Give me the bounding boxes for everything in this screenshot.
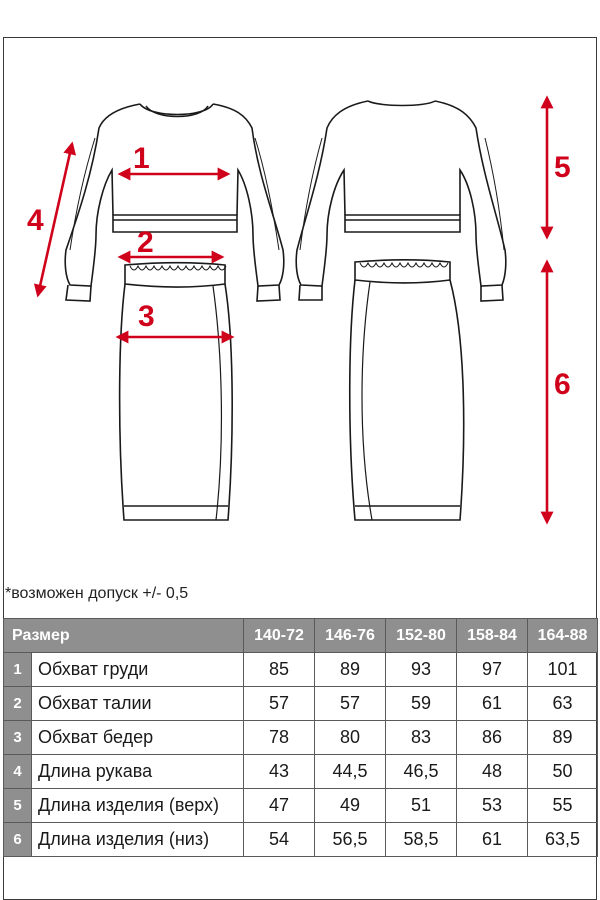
measurement-arrows [38,98,547,522]
size-column-header: 164-88 [528,619,598,653]
measurement-value: 89 [528,721,598,755]
measurement-value: 83 [386,721,457,755]
measurement-value: 63,5 [528,823,598,857]
row-number: 6 [4,823,32,857]
size-table-header [4,619,598,653]
measurement-value: 97 [457,653,528,687]
measurement-value: 85 [244,653,315,687]
back-sweatshirt-sketch [296,101,506,301]
size-header-label: Размер [4,619,244,653]
measurement-value: 89 [315,653,386,687]
measurement-labels [27,142,571,401]
measurement-value: 78 [244,721,315,755]
measure-label-4: 4 [27,204,44,237]
measurement-value: 86 [457,721,528,755]
measurement-name: Длина изделия (низ) [32,823,244,857]
row-number: 4 [4,755,32,789]
measurement-name: Длина изделия (верх) [32,789,244,823]
measurement-value: 50 [528,755,598,789]
table-row [4,687,598,721]
measurement-value: 93 [386,653,457,687]
size-column-header: 146-76 [315,619,386,653]
measurement-value: 55 [528,789,598,823]
row-number: 5 [4,789,32,823]
measurement-value: 59 [386,687,457,721]
front-sweatshirt-sketch [65,104,284,301]
measurement-value: 57 [244,687,315,721]
row-number: 2 [4,687,32,721]
size-table [3,618,598,857]
table-row [4,721,598,755]
size-column-header: 140-72 [244,619,315,653]
measurement-name: Обхват талии [32,687,244,721]
measurement-value: 54 [244,823,315,857]
measurement-value: 53 [457,789,528,823]
tolerance-note: *возможен допуск +/- 0,5 [5,585,189,602]
measurement-value: 80 [315,721,386,755]
measure-label-1: 1 [133,142,150,175]
front-skirt-sketch [120,263,233,520]
back-skirt-sketch [350,260,464,520]
measurement-value: 44,5 [315,755,386,789]
row-number: 1 [4,653,32,687]
measurement-value: 63 [528,687,598,721]
measurement-value: 48 [457,755,528,789]
size-column-header: 152-80 [386,619,457,653]
table-row [4,823,598,857]
measurement-value: 101 [528,653,598,687]
measurement-value: 61 [457,823,528,857]
size-column-header: 158-84 [457,619,528,653]
table-row [4,755,598,789]
measure-label-5: 5 [554,151,571,184]
measurement-value: 51 [386,789,457,823]
measurement-value: 58,5 [386,823,457,857]
row-number: 3 [4,721,32,755]
measurement-name: Обхват бедер [32,721,244,755]
measurement-value: 49 [315,789,386,823]
measure-label-2: 2 [137,226,154,259]
measure-label-3: 3 [138,300,155,333]
measurement-name: Длина рукава [32,755,244,789]
measurement-value: 57 [315,687,386,721]
table-row [4,789,598,823]
measurement-value: 47 [244,789,315,823]
measurement-value: 43 [244,755,315,789]
measure-label-6: 6 [554,368,571,401]
table-row [4,653,598,687]
measurement-value: 56,5 [315,823,386,857]
measurement-value: 61 [457,687,528,721]
measurement-name: Обхват груди [32,653,244,687]
measurement-value: 46,5 [386,755,457,789]
